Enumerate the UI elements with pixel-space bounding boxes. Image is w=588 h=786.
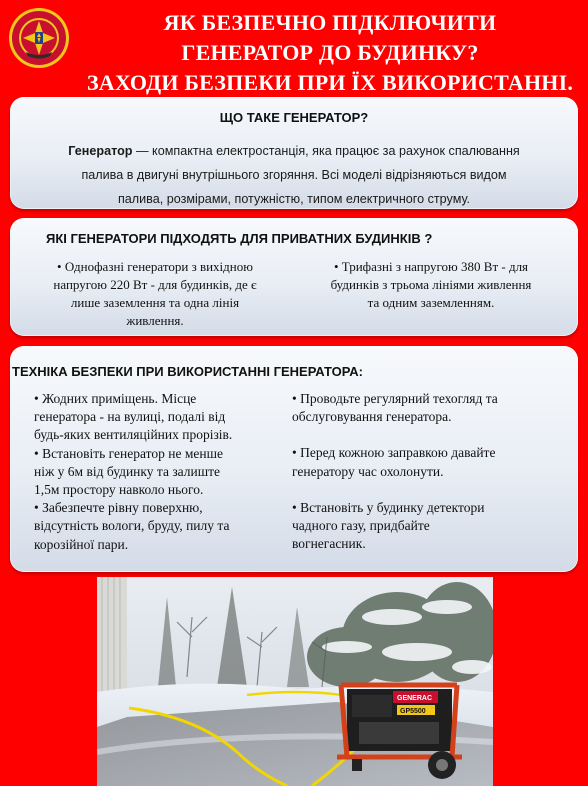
item-text: напругою 220 Вт - для будинків, де є bbox=[53, 277, 257, 292]
safety-rules-card bbox=[10, 346, 578, 572]
title-line: ЯК БЕЗПЕЧНО ПІДКЛЮЧИТИ bbox=[163, 10, 497, 35]
definition-text: палива в двигуні внутрішнього згоряння. Всі моделі відрізняються видом bbox=[81, 168, 507, 182]
item-text: • Однофазні генератори з вихідною bbox=[57, 259, 253, 274]
section-heading: ЯКІ ГЕНЕРАТОРИ ПІДХОДЯТЬ ДЛЯ ПРИВАТНИХ БУДИНКІВ ? bbox=[46, 231, 433, 246]
item-text: • Встановіть генератор не менше bbox=[34, 445, 223, 461]
item-text: лише заземлення та одна лінія bbox=[70, 295, 240, 310]
list-item bbox=[34, 445, 292, 500]
suitable-generators-card bbox=[10, 218, 578, 336]
title-line: ГЕНЕРАТОР ДО БУДИНКУ? bbox=[181, 40, 479, 65]
item-text: вогнегасник. bbox=[292, 536, 366, 552]
item-text: • Проводьте регулярний техогляд та bbox=[292, 391, 498, 406]
list-item bbox=[292, 390, 568, 426]
item-text: відсутність вологи, бруду, пилу та bbox=[34, 518, 230, 534]
item-text: генератору час охолонути. bbox=[292, 463, 444, 479]
section-heading: ЩО ТАКЕ ГЕНЕРАТОР? bbox=[219, 110, 369, 125]
item-text: будинків з трьома лініями живлення bbox=[330, 277, 532, 292]
item-text: генератора - на вулиці, подалі від bbox=[34, 409, 226, 425]
item-text: будь-яких вентиляційних прорізів. bbox=[34, 427, 233, 443]
generator-model-label: GP5500 bbox=[400, 708, 426, 715]
section-heading: ТЕХНІКА БЕЗПЕКИ ПРИ ВИКОРИСТАННІ ГЕНЕРАТОРА: bbox=[12, 364, 363, 379]
item-text: живлення. bbox=[126, 313, 184, 328]
definition-text: — компактна електростанція, яка працює за рахунок спалювання bbox=[132, 144, 520, 158]
what-is-generator-card bbox=[10, 97, 578, 209]
definition-text: палива, розмірами, потужністю, типом електричного струму. bbox=[117, 192, 471, 206]
single-phase-item bbox=[24, 258, 286, 330]
item-text: 1,5м простору навколо нього. bbox=[34, 482, 204, 498]
generator-in-snow-photo bbox=[97, 577, 493, 786]
three-phase-item bbox=[300, 258, 562, 312]
item-text: ніж у 6м від будинку та залиште bbox=[34, 463, 221, 479]
list-item bbox=[34, 390, 292, 445]
safety-list-left bbox=[34, 390, 292, 554]
definition-term: Генератор bbox=[68, 144, 133, 158]
item-text: • Забезпечте рівну поверхню, bbox=[34, 500, 203, 516]
page-title bbox=[80, 8, 580, 98]
generator-definition bbox=[24, 139, 564, 211]
list-item bbox=[34, 499, 292, 554]
item-text: та одним заземленням. bbox=[367, 295, 495, 310]
item-text: обслуговування генератора. bbox=[292, 409, 452, 425]
item-text: • Перед кожною заправкою давайте bbox=[292, 445, 496, 461]
item-text: • Трифазні з напругою 380 Вт - для bbox=[333, 259, 529, 274]
item-text: • Жодних приміщень. Місце bbox=[34, 391, 197, 406]
list-item bbox=[292, 499, 568, 554]
emergency-service-emblem-icon bbox=[8, 6, 70, 70]
generator-brand-label: GENERAC bbox=[397, 695, 433, 702]
title-line: ЗАХОДИ БЕЗПЕКИ ПРИ ЇХ ВИКОРИСТАННІ. bbox=[86, 70, 574, 95]
item-text: • Встановіть у будинку детектори bbox=[292, 499, 485, 515]
item-text: корозійної пари. bbox=[34, 536, 129, 552]
item-text: чадного газу, придбайте bbox=[292, 518, 430, 534]
list-item bbox=[292, 444, 568, 480]
safety-list-right bbox=[292, 390, 568, 571]
